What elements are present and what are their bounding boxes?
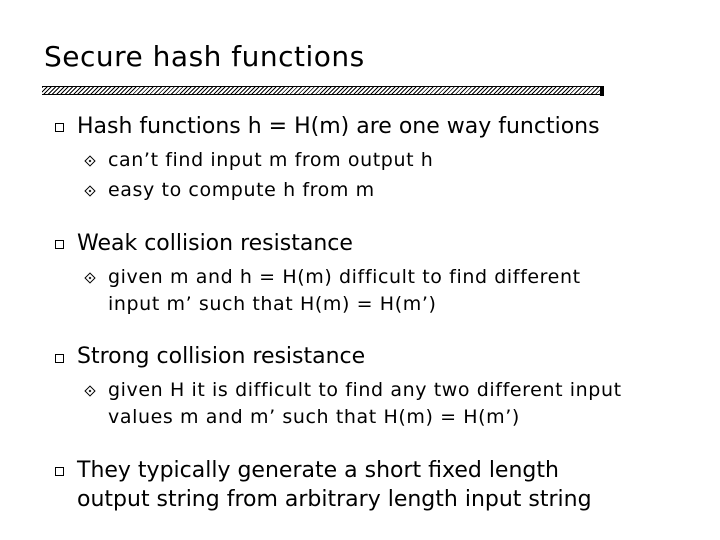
subitem-weak-line-1: given m and h = H(m) difficult to find different (108, 266, 581, 288)
bullet-one-way-functions: Hash functions h = H(m) are one way functions (77, 114, 600, 139)
bullet-output-line-2: output string from arbitrary length input string (77, 487, 592, 512)
title-underline (42, 86, 602, 95)
bullet-weak-collision: Weak collision resistance (77, 231, 353, 256)
subitem-cant-find-input: can’t find input m from output h (108, 149, 434, 171)
diamond-bullet-icon (84, 185, 95, 196)
diamond-bullet-icon (84, 272, 95, 283)
title-underline-end (600, 86, 604, 96)
square-bullet-icon (55, 354, 64, 363)
subitem-strong-line-2: values m and m’ such that H(m) = H(m’) (108, 406, 520, 428)
bullet-output-line-1: They typically generate a short fixed length (77, 458, 559, 483)
subitem-easy-to-compute: easy to compute h from m (108, 179, 375, 201)
diamond-bullet-icon (84, 155, 95, 166)
square-bullet-icon (55, 467, 64, 476)
square-bullet-icon (55, 240, 64, 249)
diamond-bullet-icon (84, 385, 95, 396)
bullet-strong-collision: Strong collision resistance (77, 344, 366, 369)
slide-title: Secure hash functions (44, 40, 365, 73)
square-bullet-icon (55, 123, 64, 132)
subitem-weak-line-2: input m’ such that H(m) = H(m’) (108, 293, 437, 315)
subitem-strong-line-1: given H it is difficult to find any two different input (108, 379, 622, 401)
